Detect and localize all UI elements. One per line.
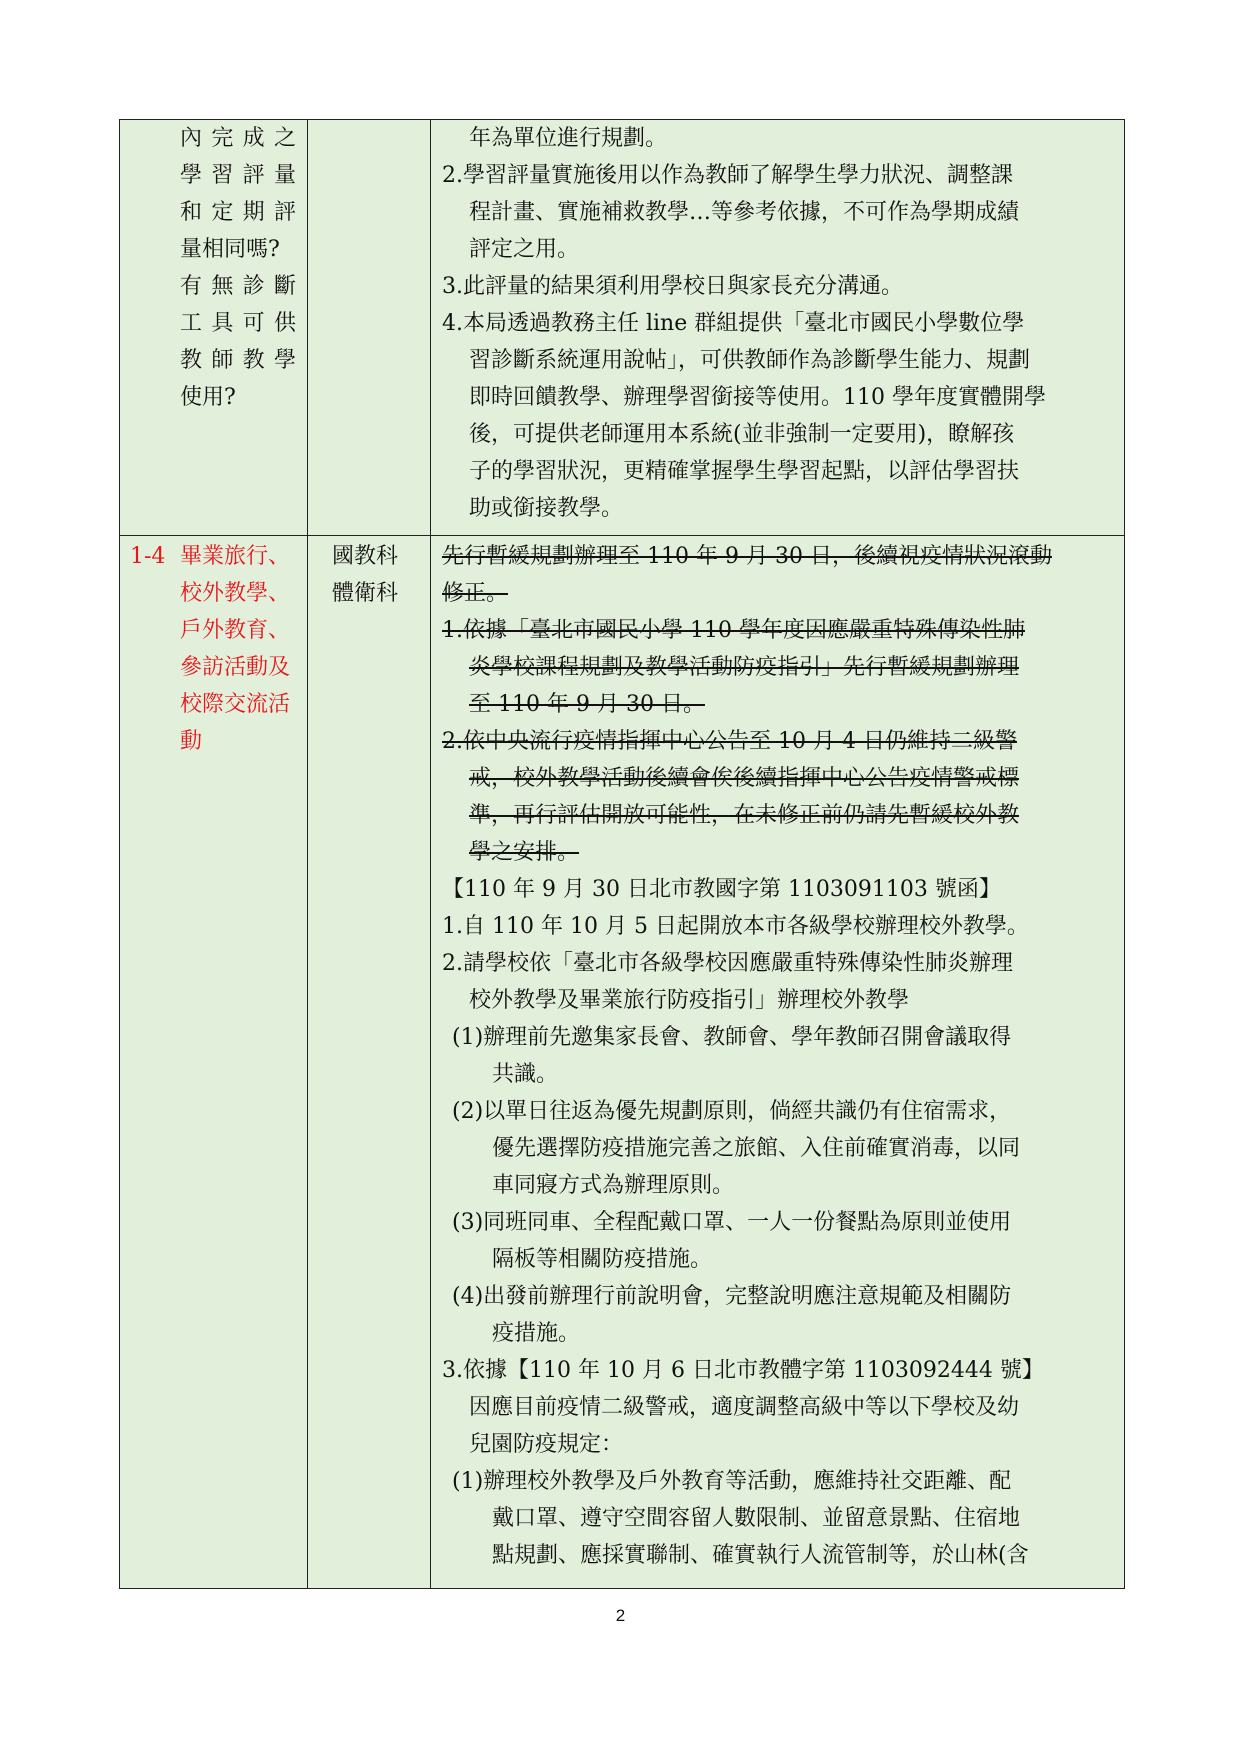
row-divider xyxy=(120,535,1124,536)
struck-line: 修正。 xyxy=(442,581,509,606)
struck-line: 1.依據「臺北市國民小學 110 學年度因應嚴重特殊傳染性肺 xyxy=(442,618,1025,643)
question-line: 參訪活動及 xyxy=(180,655,291,680)
answer-line: 1.自 110 年 10 月 5 日起開放本市各級學校辦理校外教學。 xyxy=(442,914,1029,939)
answer-line: 【110 年 9 月 30 日北市教國字第 1103091103 號函】 xyxy=(442,877,1001,902)
question-line: 量相同嗎? xyxy=(180,237,280,262)
answer-line: 隔板等相關防疫措施。 xyxy=(492,1247,713,1272)
question-line: 內完成之 xyxy=(180,126,296,151)
answer-line: 程計畫、實施補救教學…等參考依據，不可作為學期成績 xyxy=(469,200,1020,225)
answer-line: 即時回饋教學、辦理學習銜接等使用。110 學年度實體開學 xyxy=(469,385,1046,410)
answer-line: 年為單位進行規劃。 xyxy=(469,126,668,151)
answer-line: 點規劃、應採實聯制、確實執行人流管制等，於山林(含 xyxy=(492,1543,1029,1568)
answer-line: 子的學習狀況，更精確掌握學生學習起點，以評估學習扶 xyxy=(469,459,1020,484)
answer-line: 兒園防疫規定： xyxy=(469,1432,624,1457)
answer-line: 校外教學及畢業旅行防疫指引」辦理校外教學 xyxy=(469,988,910,1013)
question-line: 學習評量 xyxy=(180,163,296,188)
answer-line: 3.此評量的結果須利用學校日與家長充分溝通。 xyxy=(442,274,903,299)
answer-line: (1)辦理校外教學及戶外教育等活動，應維持社交距離、配 xyxy=(452,1469,1012,1494)
item-number: 1-4 xyxy=(130,544,166,569)
answer-line: 評定之用。 xyxy=(469,237,580,262)
unit-line: 國教科 xyxy=(332,544,399,569)
question-line: 使用? xyxy=(180,385,236,410)
page-number: 2 xyxy=(615,1606,626,1625)
question-line: 工具可供 xyxy=(180,311,296,336)
answer-line: 疫措施。 xyxy=(492,1321,581,1346)
question-line: 教師教學 xyxy=(180,348,296,373)
answer-line: 2.學習評量實施後用以作為教師了解學生學力狀況、調整課 xyxy=(442,163,1013,188)
question-line: 校外教學、 xyxy=(180,581,291,606)
column-divider xyxy=(430,120,431,1588)
struck-line: 戒，校外教學活動後續會俟後續指揮中心公告疫情警戒標 xyxy=(469,766,1020,791)
answer-line: 2.請學校依「臺北市各級學校因應嚴重特殊傳染性肺炎辦理 xyxy=(442,951,1013,976)
answer-line: 3.依據【110 年 10 月 6 日北市教體字第 1103092444 號】 xyxy=(442,1358,1044,1383)
answer-line: 後，可提供老師運用本系統(並非強制一定要用)，瞭解孩 xyxy=(469,422,1015,447)
question-line: 戶外教育、 xyxy=(180,618,291,643)
question-line: 有無診斷 xyxy=(180,274,296,299)
answer-line: 習診斷系統運用說帖」，可供教師作為診斷學生能力、規劃 xyxy=(469,348,1031,373)
question-line: 校際交流活 xyxy=(180,692,291,717)
struck-line: 炎學校課程規劃及教學活動防疫指引」先行暫緩規劃辦理 xyxy=(469,655,1020,680)
answer-line: 優先選擇防疫措施完善之旅館、入住前確實消毒，以同 xyxy=(492,1136,1021,1161)
question-line: 和定期評 xyxy=(180,200,296,225)
answer-line: 車同寢方式為辦理原則。 xyxy=(492,1173,735,1198)
column-divider xyxy=(307,120,308,1588)
answer-line: 4.本局透過教務主任 line 群組提供「臺北市國民小學數位學 xyxy=(442,311,1025,336)
question-line: 動 xyxy=(180,729,203,754)
struck-line: 至 110 年 9 月 30 日。 xyxy=(469,692,705,717)
faq-table xyxy=(119,119,1125,1589)
answer-line: (4)出發前辦理行前說明會，完整說明應注意規範及相關防 xyxy=(452,1284,1012,1309)
answer-line: (2)以單日往返為優先規劃原則，倘經共識仍有住宿需求， xyxy=(452,1099,1012,1124)
struck-line: 2.依中央流行疫情指揮中心公告至 10 月 4 日仍維持二級警 xyxy=(442,729,1017,754)
answer-line: 共識。 xyxy=(492,1062,559,1087)
unit-line: 體衛科 xyxy=(332,581,399,606)
struck-line: 準，再行評估開放可能性，在未修正前仍請先暫緩校外教 xyxy=(469,803,1020,828)
answer-line: 戴口罩、遵守空間容留人數限制、並留意景點、住宿地 xyxy=(492,1506,1021,1531)
answer-line: (1)辦理前先邀集家長會、教師會、學年教師召開會議取得 xyxy=(452,1025,1012,1050)
answer-line: 因應目前疫情二級警戒，適度調整高級中等以下學校及幼 xyxy=(469,1395,1020,1420)
answer-line: (3)同班同車、全程配戴口罩、一人一份餐點為原則並使用 xyxy=(452,1210,1012,1235)
struck-line: 學之安排。 xyxy=(469,840,580,865)
answer-line: 助或銜接教學。 xyxy=(469,496,624,521)
struck-line: 先行暫緩規劃辦理至 110 年 9 月 30 日，後續視疫情狀況滾動 xyxy=(442,544,1052,569)
question-line: 畢業旅行、 xyxy=(180,544,291,569)
